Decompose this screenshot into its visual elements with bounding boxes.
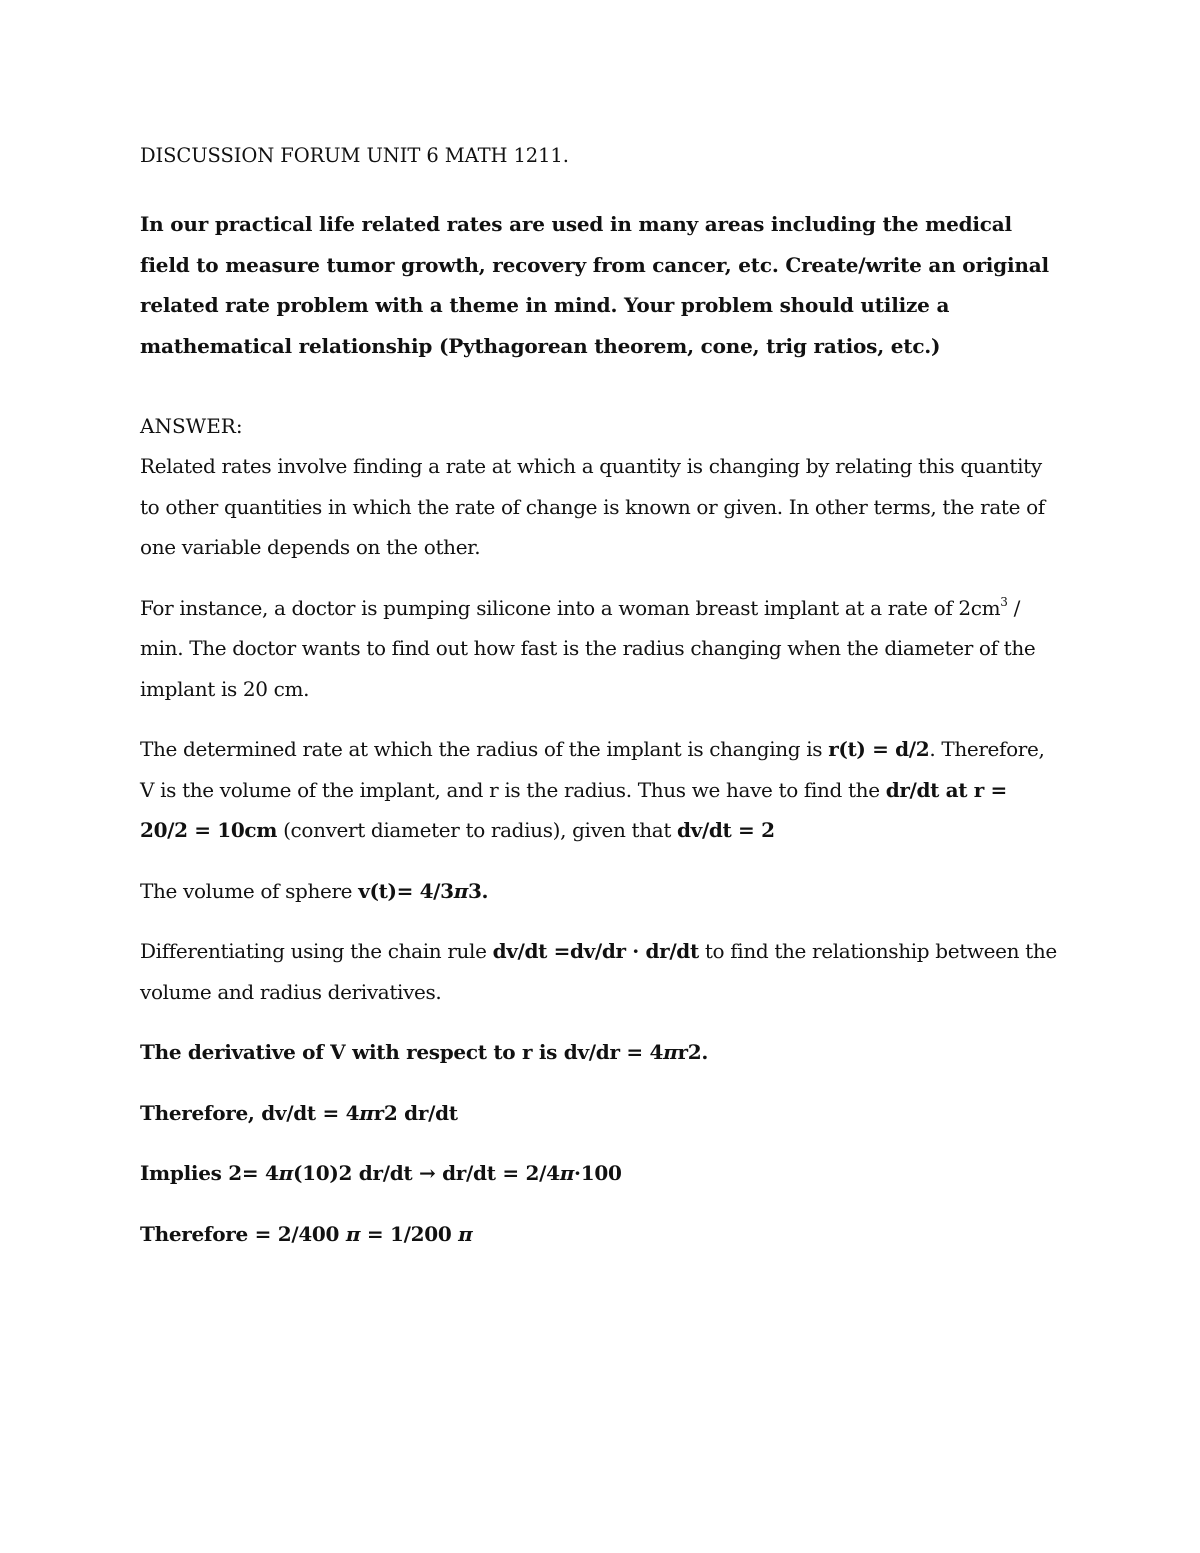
eq1-part-a: The derivative of V with respect to r is dv/dr = 4 xyxy=(140,1040,664,1064)
equation-derivative xyxy=(140,1032,1060,1073)
answer-paragraph-setup xyxy=(140,729,1060,851)
pi-symbol: π xyxy=(345,1221,361,1246)
document-page xyxy=(140,142,1060,1274)
chain-rule-formula: dv/dt =dv/dr · dr/dt xyxy=(492,939,699,963)
eq4-part-b: = 1/200 xyxy=(360,1221,459,1246)
radius-formula: r(t) = d/2 xyxy=(828,737,930,761)
pi-symbol: π xyxy=(663,1040,678,1064)
setup-text-3: (convert diameter to radius), given that xyxy=(277,818,678,842)
equation-final xyxy=(140,1214,1060,1255)
answer-paragraph-definition: Related rates involve finding a rate at which a quantity is changing by relating this quantity to other quantities in which the rate of change is known or given. In other terms, the rate of one variable depends on the other. xyxy=(140,454,1045,559)
question-text: In our practical life related rates are used in many areas including the medical field to measure tumor growth, recovery from cancer, etc. Create/write an original related rate problem with a theme in mind. Your problem should utilize a mathematical relationship (Pythagorean theorem, cone, trig ratios, etc.) xyxy=(140,212,1049,358)
example-text-end: / min. The doctor wants to find out how fast is the radius changing when the diameter of the implant is 20 cm. xyxy=(140,595,1036,701)
chain-rule-text-2: to find the relationship between the volume and radius derivatives. xyxy=(140,939,1057,1004)
eq3-part-b: (10)2 dr/dt → dr/dt = 2/4 xyxy=(292,1161,560,1185)
answer-paragraph-example xyxy=(140,588,1060,710)
volume-formula-end: 3. xyxy=(467,878,489,903)
pi-symbol: π xyxy=(359,1100,374,1125)
volume-text: The volume of sphere xyxy=(140,878,359,903)
given-rate: dv/dt = 2 xyxy=(677,818,775,842)
setup-text-1: The determined rate at which the radius of the implant is changing is xyxy=(140,737,829,761)
eq3-part-a: Implies 2= 4 xyxy=(140,1161,279,1185)
equation-implies xyxy=(140,1153,1060,1194)
pi-symbol: π xyxy=(458,1221,473,1246)
eq1-part-b: r2. xyxy=(677,1040,709,1064)
volume-formula-start: v(t)= 4/3 xyxy=(358,878,454,903)
example-text-start: For instance, a doctor is pumping silicone into a woman breast implant at a rate of 2cm xyxy=(140,595,1001,620)
pi-symbol: π xyxy=(278,1161,293,1185)
pi-symbol: π xyxy=(559,1161,575,1185)
target-rate: dr/dt at r = 20/2 = 10cm xyxy=(140,777,1007,842)
eq2-part-a: Therefore, dv/dt = 4 xyxy=(140,1100,360,1125)
eq3-part-c: ·100 xyxy=(574,1161,622,1185)
answer-paragraph-chain-rule xyxy=(140,931,1060,1012)
cubic-superscript: 3 xyxy=(1000,594,1008,609)
setup-text-2: . Therefore, V is the volume of the implant, and r is the radius. Thus we have to find the xyxy=(140,737,1045,802)
pi-symbol: π xyxy=(453,878,468,903)
eq2-part-b: r2 dr/dt xyxy=(373,1100,458,1125)
eq4-part-a: Therefore = 2/400 xyxy=(140,1221,346,1246)
answer-paragraph-volume xyxy=(140,871,1060,912)
document-title: DISCUSSION FORUM UNIT 6 MATH 1211. xyxy=(140,144,569,167)
chain-rule-text-1: Differentiating using the chain rule xyxy=(140,939,493,963)
answer-label: ANSWER: xyxy=(140,414,243,438)
equation-therefore xyxy=(140,1093,1060,1134)
